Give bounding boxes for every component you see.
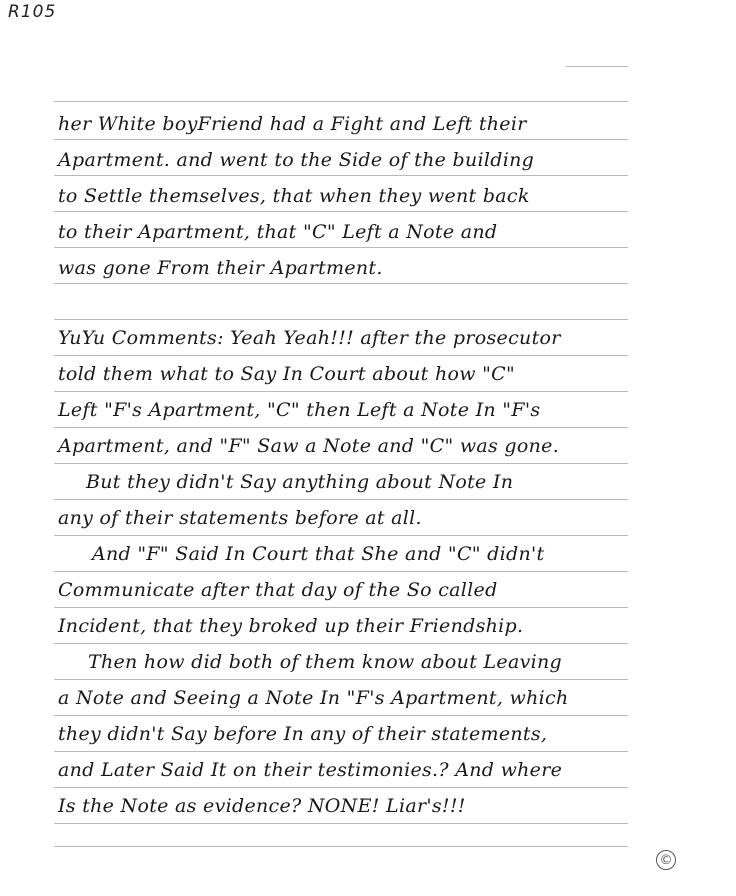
ruled-line	[54, 571, 628, 572]
text-line: and Later Said It on their testimonies.? And where	[58, 759, 563, 781]
text-line: they didn't Say before In any of their statements,	[58, 723, 548, 745]
ruled-line	[54, 283, 628, 284]
text-line: But they didn't Say anything about Note In	[86, 471, 514, 493]
text-line: Left "F's Apartment, "C" then Left a Note In "F's	[58, 399, 541, 421]
ruled-line	[54, 355, 628, 356]
text-line: Apartment. and went to the Side of the building	[58, 149, 535, 171]
text-line: any of their statements before at all.	[58, 507, 422, 529]
text-line: And "F" Said In Court that She and "C" didn't	[92, 543, 545, 565]
text-line: to Settle themselves, that when they went back	[58, 185, 530, 207]
text-line: YuYu Comments: Yeah Yeah!!! after the prosecutor	[58, 327, 561, 349]
ruled-line	[54, 787, 628, 788]
ruled-line	[54, 679, 628, 680]
copyright-icon: ©	[656, 850, 676, 870]
ruled-line	[54, 823, 628, 824]
ruled-line	[54, 427, 628, 428]
ruled-line	[54, 499, 628, 500]
page-id: R105	[8, 2, 57, 22]
ruled-line	[54, 846, 628, 847]
ruled-line	[54, 391, 628, 392]
text-line: to their Apartment, that "C" Left a Note and	[58, 221, 498, 243]
ruled-line	[54, 607, 628, 608]
ruled-line	[54, 175, 628, 176]
ruled-line	[54, 535, 628, 536]
ruled-line	[54, 211, 628, 212]
text-line: her White boyFriend had a Fight and Left their	[58, 113, 527, 135]
text-line: told them what to Say In Court about how "C"	[58, 363, 516, 385]
ruled-line	[54, 715, 628, 716]
text-line: Is the Note as evidence? NONE! Liar's!!!	[58, 795, 466, 817]
ruled-line	[54, 319, 628, 320]
text-line: Apartment, and "F" Saw a Note and "C" was gone.	[58, 435, 560, 457]
text-line: Then how did both of them know about Leaving	[88, 651, 562, 673]
ruled-line	[54, 247, 628, 248]
ruled-line	[566, 66, 628, 67]
text-line: Communicate after that day of the So called	[58, 579, 498, 601]
text-line: Incident, that they broked up their Friendship.	[58, 615, 524, 637]
text-line: was gone From their Apartment.	[58, 257, 383, 279]
ruled-line	[54, 643, 628, 644]
text-line: a Note and Seeing a Note In "F's Apartment, which	[58, 687, 569, 709]
ruled-line	[54, 751, 628, 752]
ruled-line	[54, 463, 628, 464]
ruled-line	[54, 101, 628, 102]
ruled-line	[54, 139, 628, 140]
